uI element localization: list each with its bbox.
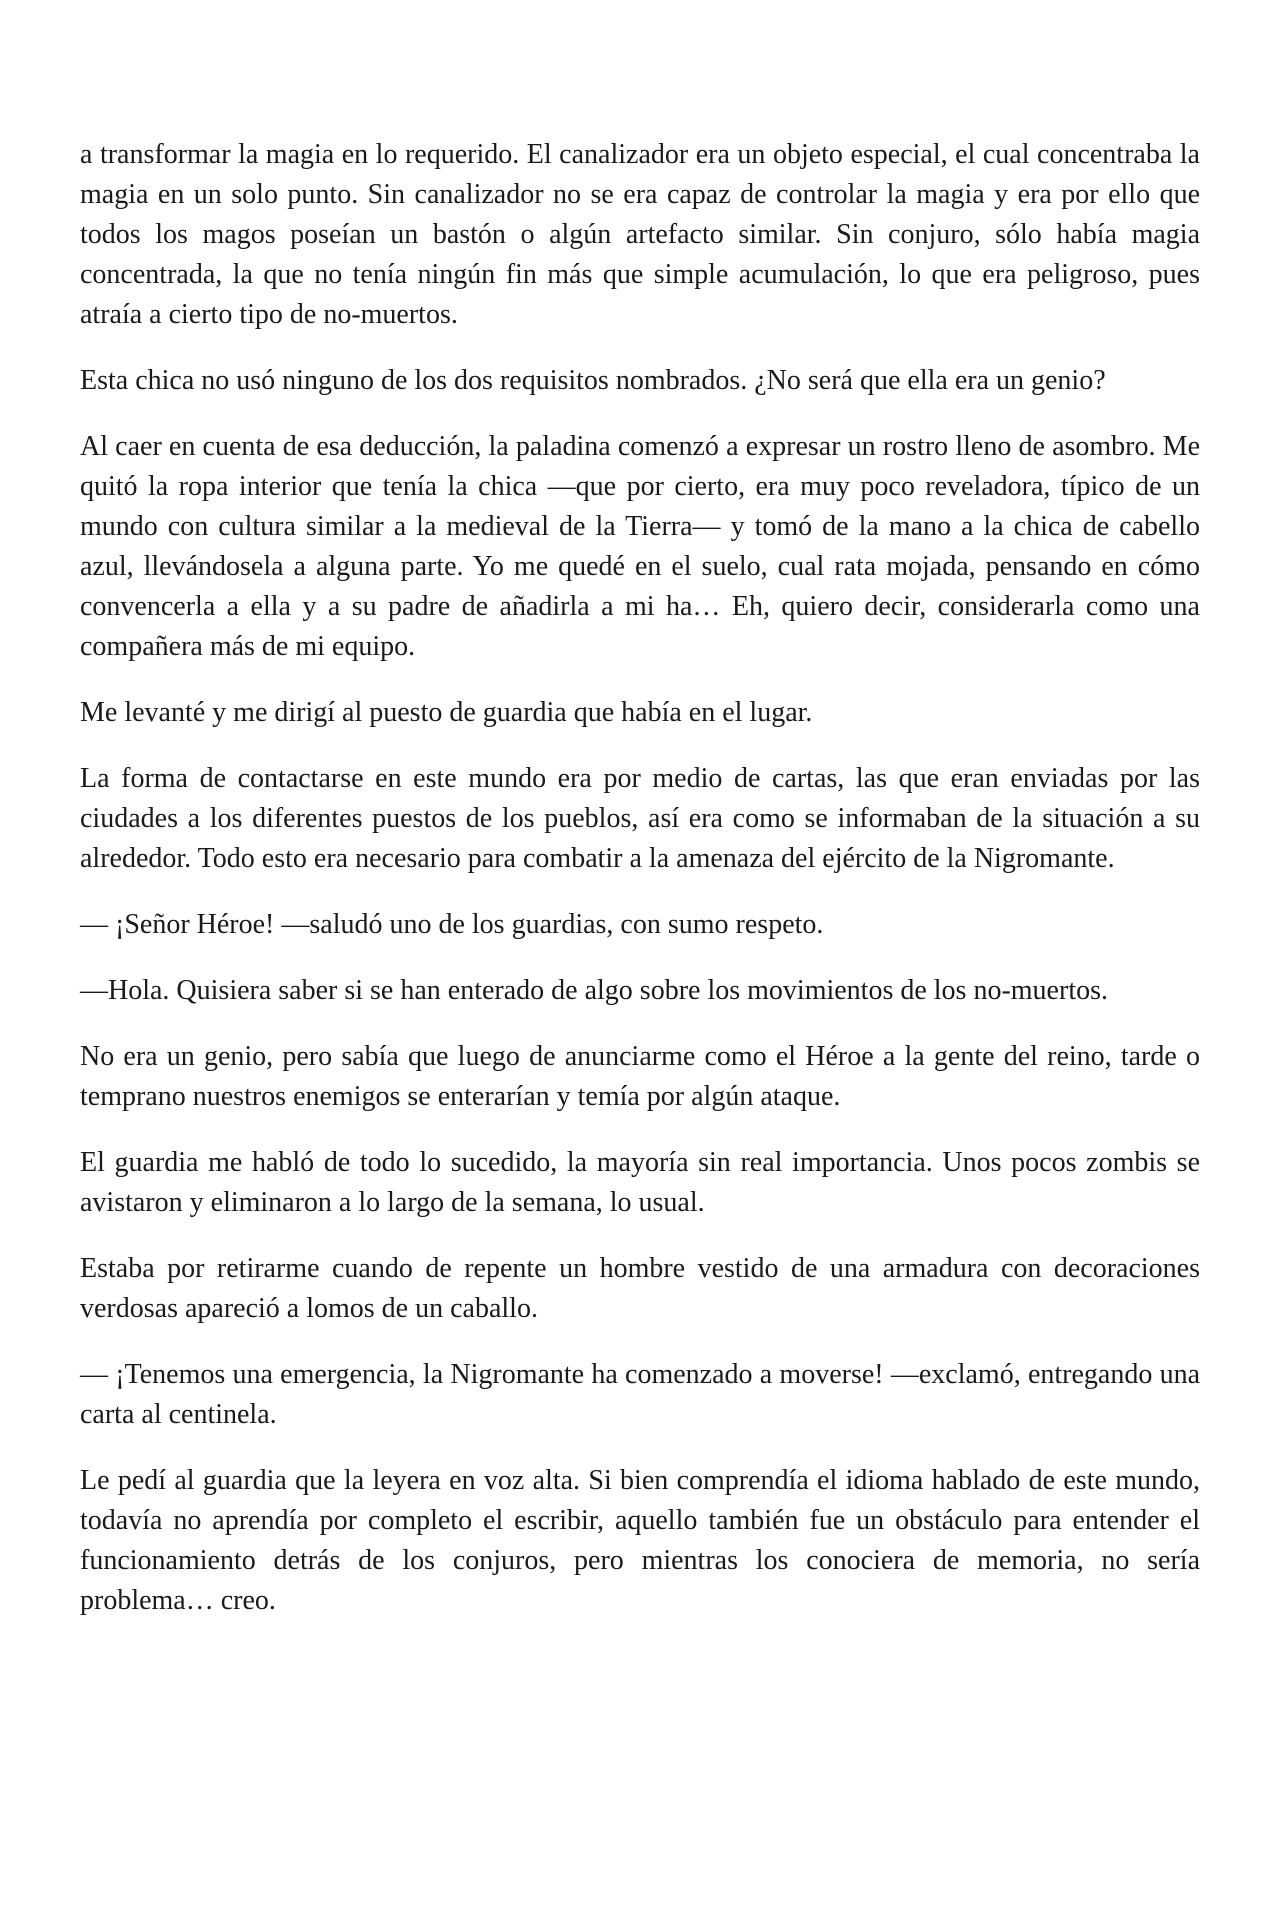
paragraph-4: Me levanté y me dirigí al puesto de guardia que había en el lugar. xyxy=(80,697,813,728)
paragraph-12: Le pedí al guardia que la leyera en voz alta. Si bien comprendía el idioma hablado de este mundo, todavía no aprendía por completo el escribir, aquello también fue un obstáculo para entender el funcionamiento detrás de los conjuros, pero mientras los conociera de memoria, no sería problema… creo. xyxy=(80,1465,1200,1616)
paragraph-8: No era un genio, pero sabía que luego de anunciarme como el Héroe a la gente del reino, tarde o temprano nuestros enemigos se enterarían y temía por algún ataque. xyxy=(80,1041,1200,1112)
paragraph-7: —Hola. Quisiera saber si se han enterado de algo sobre los movimientos de los no-muertos. xyxy=(80,975,1108,1006)
paragraph-5: La forma de contactarse en este mundo era por medio de cartas, las que eran enviadas por las ciudades a los diferentes puestos de los pueblos, así era como se informaban de la situación a su alrededor. Todo esto era necesario para combatir a la amenaza del ejército de la Nigromante. xyxy=(80,763,1200,874)
paragraph-10: Estaba por retirarme cuando de repente un hombre vestido de una armadura con decoraciones verdosas apareció a lomos de un caballo. xyxy=(80,1253,1200,1324)
paragraph-1: a transformar la magia en lo requerido. El canalizador era un objeto especial, el cual concentraba la magia en un solo punto. Sin canalizador no se era capaz de controlar la magia y era por ello que todos los magos poseían un bastón o algún artefacto similar. Sin conjuro, sólo había magia concentrada, la que no tenía ningún fin más que simple acumulación, lo que era peligroso, pues atraía a cierto tipo de no-muertos. xyxy=(80,139,1200,330)
paragraph-2: Esta chica no usó ninguno de los dos requisitos nombrados. ¿No será que ella era un genio? xyxy=(80,365,1106,396)
paragraph-11: — ¡Tenemos una emergencia, la Nigromante ha comenzado a moverse! —exclamó, entregando una carta al centinela. xyxy=(80,1359,1200,1430)
document-page xyxy=(80,135,1200,1647)
paragraph-3: Al caer en cuenta de esa deducción, la paladina comenzó a expresar un rostro lleno de asombro. Me quitó la ropa interior que tenía la chica —que por cierto, era muy poco reveladora, típico de un mundo con cultura similar a la medieval de la Tierra— y tomó de la mano a la chica de cabello azul, llevándosela a alguna parte. Yo me quedé en el suelo, cual rata mojada, pensando en cómo convencerla a ella y a su padre de añadirla a mi ha… Eh, quiero decir, considerarla como una compañera más de mi equipo. xyxy=(80,431,1200,662)
paragraph-9: El guardia me habló de todo lo sucedido, la mayoría sin real importancia. Unos pocos zombis se avistaron y eliminaron a lo largo de la semana, lo usual. xyxy=(80,1147,1200,1218)
paragraph-6: — ¡Señor Héroe! —saludó uno de los guardias, con sumo respeto. xyxy=(80,909,824,940)
